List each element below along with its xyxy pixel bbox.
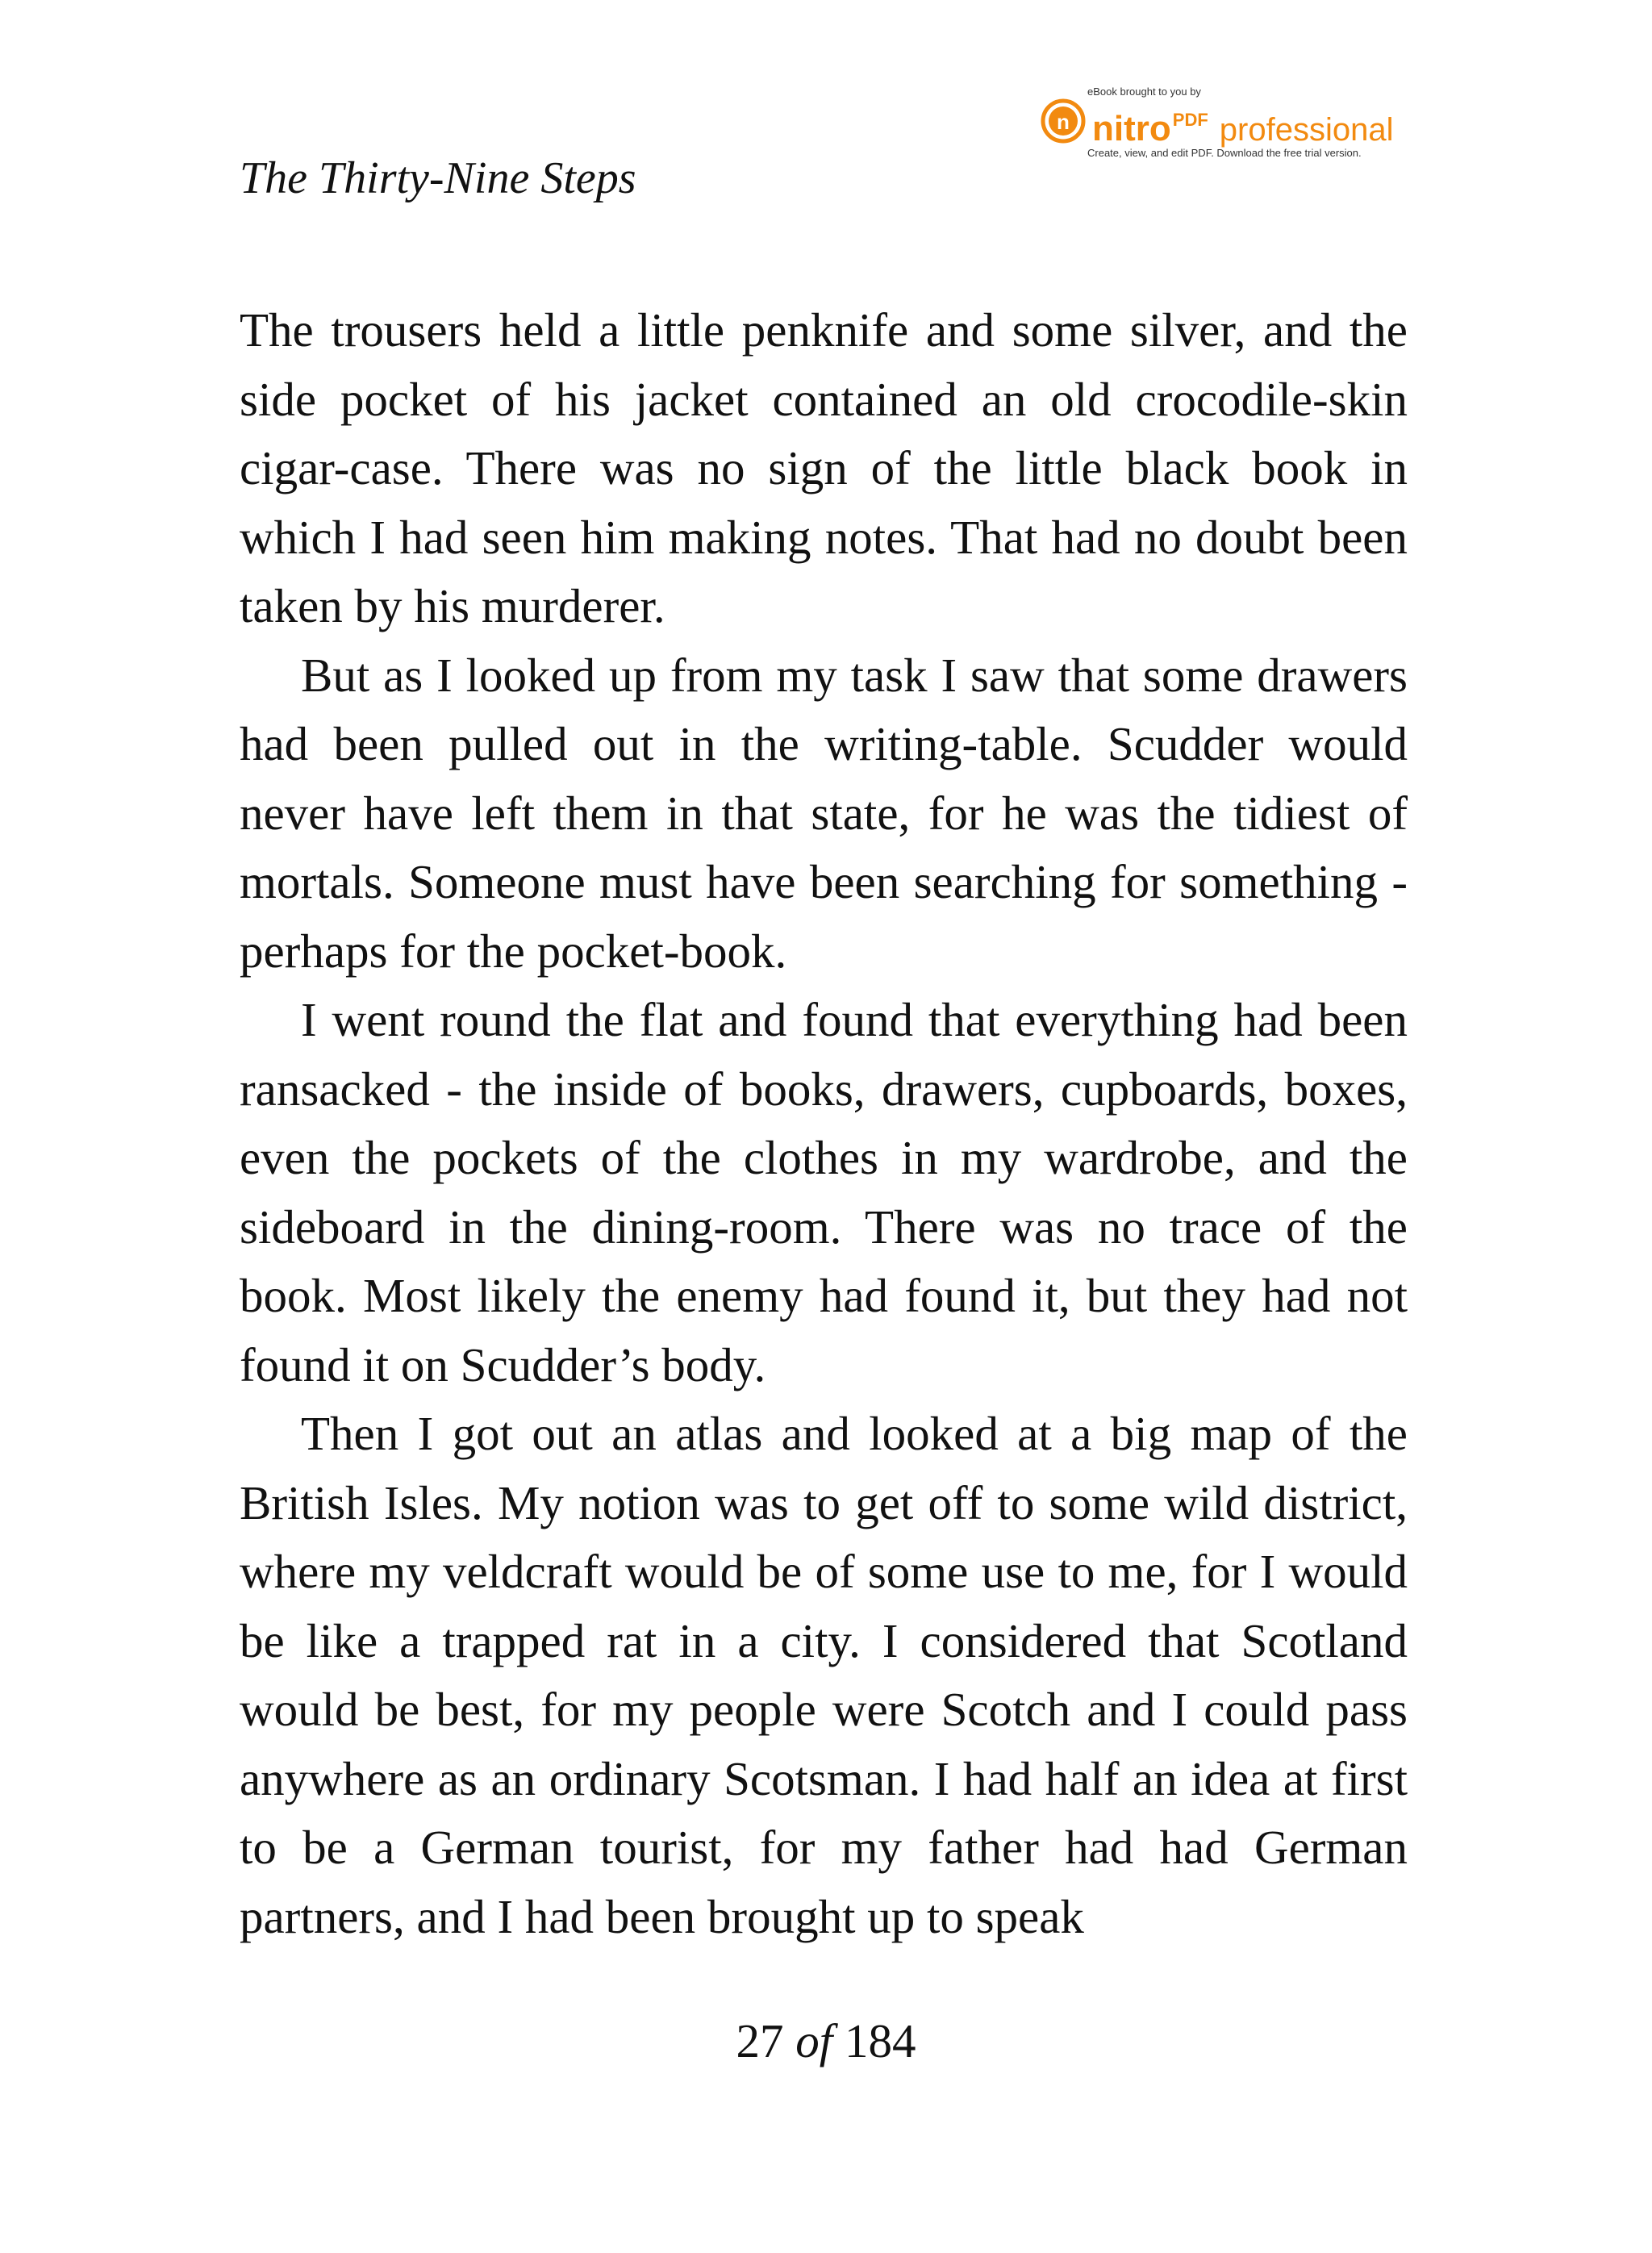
promo-top-line: eBook brought to you by: [1087, 86, 1201, 98]
promo-brand-superscript: PDF: [1172, 110, 1208, 130]
nitro-pdf-banner[interactable]: [1041, 82, 1428, 171]
promo-product: professional: [1219, 112, 1394, 148]
total-pages: 184: [844, 2014, 916, 2067]
running-title: The Thirty-Nine Steps: [240, 153, 636, 203]
paragraph: Then I got out an atlas and looked at a big map of the British Isles. My notion was to get off to some wild district, where my veldcraft would be of some use to me, for I would be like a trapped rat in a city. I considered that Scotland would be best, for my people were Scotch and I could pass anywhere as an ordinary Scotsman. I had half an idea at first to be a German tourist, for my father had had German partners, and I had been brought up to speak: [240, 1407, 1408, 1943]
paragraph: I went round the flat and found that everything had been ransacked - the inside of books, drawers, cupboards, boxes, even the pockets of the clothes in my wardrobe, and the sideboard in the dining-room. There was no trace of the book. Most likely the enemy had found it, but they had not found it on Scudder’s body.: [240, 993, 1408, 1391]
page-number: [0, 2013, 1652, 2069]
promo-brand-name: nitro: [1092, 109, 1171, 148]
paragraph: But as I looked up from my task I saw that some drawers had been pulled out in the writing-table. Scudder would never have left them in that state, for he was the tidiest of mortals. Someone must have been searching for something - perhaps for the pocket-book.: [240, 648, 1408, 978]
body-text: [240, 296, 1408, 1951]
paragraph: The trousers held a little penknife and some silver, and the side pocket of his jacket contained an old crocodile-skin cigar-case. There was no sign of the little black book in which I had seen him making notes. That had no doubt been taken by his murderer.: [240, 303, 1408, 632]
promo-tagline: Create, view, and edit PDF. Download the free trial version.: [1087, 147, 1362, 159]
logo-letter: n: [1057, 110, 1070, 134]
current-page: 27: [736, 2014, 784, 2067]
of-label: of: [795, 2014, 833, 2067]
nitro-logo-icon: [1041, 98, 1086, 144]
